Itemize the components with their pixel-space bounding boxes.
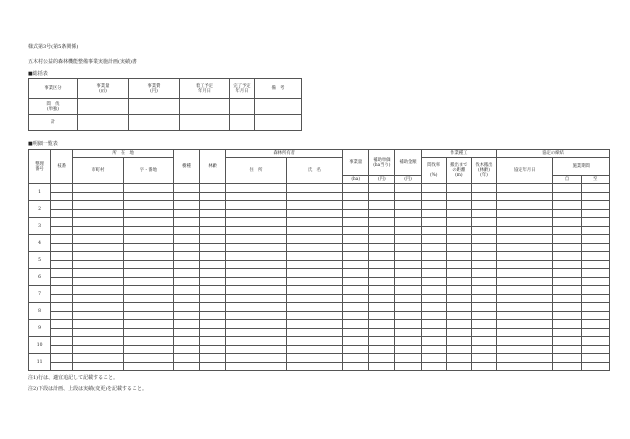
summary-header-category: 事業区分 [29, 79, 78, 99]
detail-heading: ■明細一覧表 [28, 141, 58, 147]
summary-header-cost: 事業費 (円) [129, 79, 180, 99]
table-row [29, 354, 610, 363]
form-id: 様式第3号(第5条関係) [28, 44, 79, 50]
table-row [29, 218, 610, 227]
detail-unit-unit-price: (円) [369, 176, 395, 184]
row-number: 6 [29, 269, 51, 286]
summary-header-remarks: 備 考 [255, 79, 302, 99]
document-title: 五木村公益的森林機能整備事業実施計画(実績)書 [28, 59, 137, 65]
detail-unit-subsidy: (円) [395, 176, 421, 184]
detail-header-agreement: 協定の締結 [497, 150, 610, 158]
table-row [29, 252, 610, 261]
detail-header-seq: 整理 番号 [29, 150, 51, 184]
table-row [29, 320, 610, 329]
detail-unit-area: (ha) [343, 176, 369, 184]
table-row [29, 303, 610, 312]
detail-header-owner: 森林所有者 [226, 150, 343, 158]
row-number: 8 [29, 303, 51, 320]
detail-header-thin-rate: 間伐率 (%) [421, 158, 446, 184]
detail-header-period-from: 自 [553, 176, 581, 184]
summary-header-area: 事業量 (㎡) [78, 79, 129, 99]
table-row [29, 337, 610, 346]
row-number: 4 [29, 235, 51, 252]
note-1: 注1)行は、適宜追記して記載すること。 [28, 375, 119, 381]
table-row [29, 201, 610, 210]
detail-header-period-to: 至 [581, 176, 609, 184]
summary-row-total: 計 [29, 115, 78, 131]
detail-header-address: 住 所 [226, 158, 286, 184]
detail-header-agree-date: 協定年月日 [497, 158, 553, 184]
detail-header-area: 事業量 [343, 150, 369, 176]
detail-header-location: 所 在 地 [73, 150, 174, 158]
detail-header-district: 枝番 [51, 150, 73, 184]
row-number: 11 [29, 354, 51, 371]
detail-header-subsidy: 補助金額 [395, 150, 421, 176]
detail-header-unit-price: 補助単価 (ha当り) [369, 150, 395, 176]
detail-header-town: 市町村 [73, 158, 123, 184]
detail-header-age: 林齢 [200, 150, 226, 184]
summary-table [28, 78, 302, 131]
summary-heading: ■総括表 [28, 71, 48, 77]
row-number: 10 [29, 337, 51, 354]
note-2: 注2)下段は計画、上段は実績(変更)を記載すること。 [28, 386, 148, 392]
summary-header-start: 着工予定 年月日 [180, 79, 230, 99]
detail-header-species: 樹種 [173, 150, 199, 184]
row-number: 1 [29, 184, 51, 201]
detail-header-logging: 伐木搬出 (林齢) (年) [471, 158, 496, 184]
detail-table [28, 149, 610, 371]
row-number: 2 [29, 201, 51, 218]
row-number: 5 [29, 252, 51, 269]
table-row [29, 235, 610, 244]
table-row [29, 184, 610, 193]
table-row [29, 286, 610, 295]
detail-header-distance: 搬出まで の距離 (m) [446, 158, 471, 184]
summary-row-thinning: 間 伐 (単独) [29, 99, 78, 115]
row-number: 7 [29, 286, 51, 303]
detail-header-period: 施業期間 [553, 158, 610, 176]
table-row [29, 269, 610, 278]
row-number: 3 [29, 218, 51, 235]
detail-header-name: 氏 名 [286, 158, 342, 184]
summary-header-end: 完了予定 年月日 [230, 79, 255, 99]
detail-header-aza: 字・番地 [123, 158, 173, 184]
row-number: 9 [29, 320, 51, 337]
detail-header-work: 作業種工 [421, 150, 496, 158]
